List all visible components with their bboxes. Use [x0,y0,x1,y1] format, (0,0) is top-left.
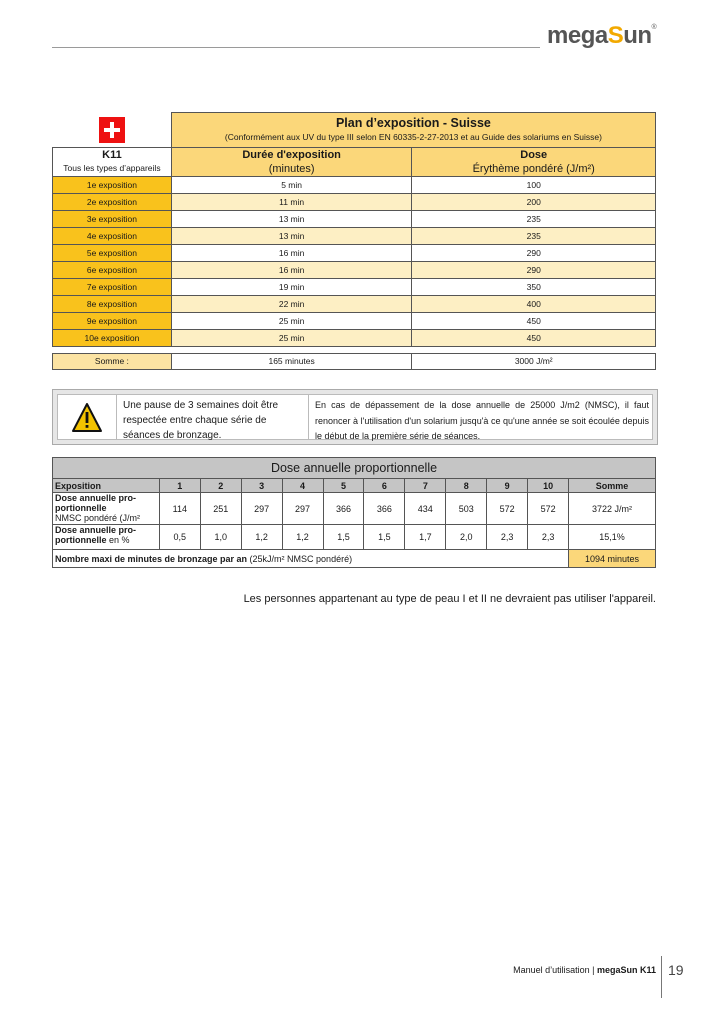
exposure-label: 2e exposition [53,193,172,210]
flag-cell [53,113,172,148]
row2-label: Dose annuelle pro-portionnelle en % [53,525,160,550]
annual-col-header: 7 [405,479,446,493]
exposure-dose: 235 [412,227,656,244]
annual-percent-value: 1,7 [405,525,446,550]
exposure-label: 7e exposition [53,278,172,295]
plan-subtitle: (Conformément aux UV du type III selon EN 60335-2-27-2013 et au Guide des solariums en Suisse) [224,132,602,143]
exposure-duration: 16 min [171,261,412,278]
dose-header: Dose Érythème pondéré (J/m²) [412,147,656,176]
table-row [53,193,656,210]
footer-text: Manuel d’utilisation | megaSun K11 [513,965,656,975]
duration-header: Durée d'exposition (minutes) [171,147,412,176]
exposure-duration: 25 min [171,329,412,346]
exposure-label: 6e exposition [53,261,172,278]
spacer-row [53,346,656,353]
table-row [53,312,656,329]
annual-sum-header: Somme [569,479,656,493]
exposure-duration: 16 min [171,244,412,261]
table-row [53,261,656,278]
exposure-dose: 450 [412,312,656,329]
annual-dose-value: 503 [446,493,487,525]
exposure-duration: 5 min [171,176,412,193]
exposure-label: 3e exposition [53,210,172,227]
exposure-dose: 235 [412,210,656,227]
annual-dose-value: 366 [323,493,364,525]
table-row [53,244,656,261]
exposure-duration: 19 min [171,278,412,295]
annual-col-header: 5 [323,479,364,493]
table-row [53,329,656,346]
annual-dose-value: 572 [528,493,569,525]
exposure-dose: 290 [412,261,656,278]
annual-col-header: 2 [200,479,241,493]
table-row [53,227,656,244]
model-name: K11 [102,149,122,161]
table-row [53,295,656,312]
exposure-dose: 400 [412,295,656,312]
annual-dose-value: 297 [241,493,282,525]
warning-separator [308,395,309,439]
annual-percent-value: 1,5 [323,525,364,550]
exposure-duration: 22 min [171,295,412,312]
annual-dose-value: 251 [200,493,241,525]
max-minutes-value: 1094 minutes [569,550,656,568]
exposure-dose: 200 [412,193,656,210]
annual-percent-sum: 15,1% [569,525,656,550]
annual-dose-value: 297 [282,493,323,525]
exposure-label: 4e exposition [53,227,172,244]
warning-text-annual-dose: En cas de dépassement de la dose annuelle de 25000 J/m2 (NMSC), il faut renoncer à l'utilisation d'un solarium jusqu'à ce qu'une année se soit écoulée depuis le début de la première série de séances. [315,400,649,441]
annual-col-header: 3 [241,479,282,493]
table-row [53,210,656,227]
annual-percent-value: 1,2 [241,525,282,550]
annual-percent-value: 0,5 [159,525,200,550]
max-minutes-label: Nombre maxi de minutes de bronzage par an (25kJ/m² NMSC pondéré) [53,550,569,568]
exposure-dose: 290 [412,244,656,261]
annual-dose-value: 572 [487,493,528,525]
warning-inner [57,394,653,440]
sum-duration: 165 minutes [171,353,412,369]
exposure-label: 9e exposition [53,312,172,329]
annual-col-header: 4 [282,479,323,493]
row1-label: Dose annuelle pro-portionnelle NMSC pondéré (J/m² [53,493,160,525]
exposure-duration: 13 min [171,210,412,227]
exposure-label: 10e exposition [53,329,172,346]
warning-text-pause: Une pause de 3 semaines doit être respectée entre chaque série de séances de bronzage. [123,400,279,441]
annual-percent-value: 1,0 [200,525,241,550]
annual-header-label: Exposition [53,479,160,493]
annual-dose-sum: 3722 J/m² [569,493,656,525]
annual-percent-value: 2,3 [487,525,528,550]
annual-percent-value: 1,2 [282,525,323,550]
annual-col-header: 6 [364,479,405,493]
sum-dose: 3000 J/m² [412,353,656,369]
megasun-logo: megaSun® [547,22,657,49]
swiss-flag-icon [99,117,125,143]
annual-dose-value: 434 [405,493,446,525]
exposure-dose: 350 [412,278,656,295]
annual-percent-value: 1,5 [364,525,405,550]
table-row [53,278,656,295]
annual-dose-value: 366 [364,493,405,525]
sum-label: Somme : [53,353,172,369]
plan-title-cell [171,113,655,148]
page-number: 19 [668,962,684,978]
warning-triangle-icon [58,395,116,439]
annual-dose-table [52,457,656,568]
warning-icon-cell [58,395,117,439]
exposure-dose: 100 [412,176,656,193]
footer-divider [661,956,662,998]
annual-col-header: 9 [487,479,528,493]
exposure-label: 5e exposition [53,244,172,261]
exposure-duration: 25 min [171,312,412,329]
exposure-label: 8e exposition [53,295,172,312]
annual-col-header: 8 [446,479,487,493]
model-subtitle: Tous les types d’appareils [63,163,161,173]
annual-title: Dose annuelle proportionnelle [53,458,656,479]
exposure-duration: 13 min [171,227,412,244]
model-cell [53,147,172,176]
header-rule [52,47,540,48]
exposure-plan-table [52,112,656,370]
annual-col-header: 1 [159,479,200,493]
annual-col-header: 10 [528,479,569,493]
skin-type-note: Les personnes appartenant au type de peau I et II ne devraient pas utiliser l'appareil. [243,593,656,605]
annual-dose-value: 114 [159,493,200,525]
exposure-duration: 11 min [171,193,412,210]
exposure-dose: 450 [412,329,656,346]
warning-box [52,389,658,445]
exposure-label: 1e exposition [53,176,172,193]
plan-title: Plan d’exposition - Suisse [335,116,491,131]
annual-percent-value: 2,3 [528,525,569,550]
table-row [53,176,656,193]
annual-percent-value: 2,0 [446,525,487,550]
